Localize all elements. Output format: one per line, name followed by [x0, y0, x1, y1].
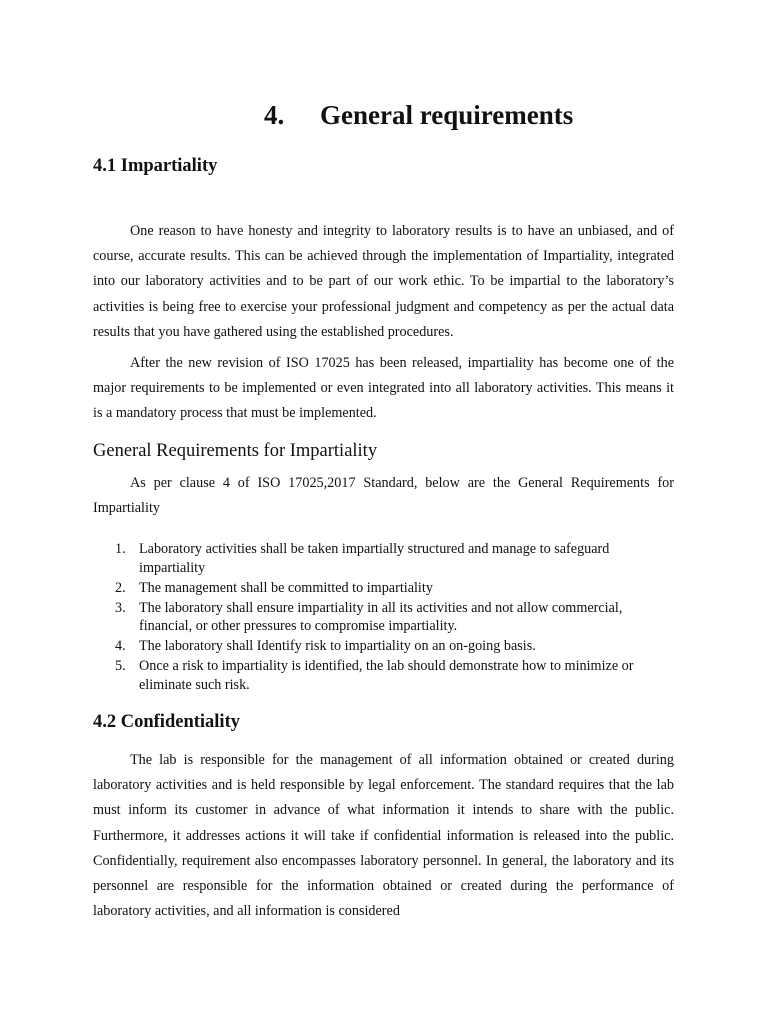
- section-heading-impartiality: 4.1 Impartiality: [93, 156, 218, 176]
- list-item: [93, 657, 674, 694]
- chapter-heading: [264, 100, 573, 131]
- requirements-list: [93, 540, 674, 696]
- list-item-number: 3.: [115, 599, 126, 616]
- section-heading-confidentiality: 4.2 Confidentiality: [93, 712, 240, 732]
- chapter-number: 4.: [264, 100, 285, 130]
- list-item-text: The management shall be committed to impartiality: [139, 579, 433, 596]
- list-item: [93, 540, 674, 577]
- list-item: [93, 637, 674, 656]
- paragraph-impartiality-1: One reason to have honesty and integrity to laboratory results is to have an unbiased, and of course, accurate results. This can be achieved through the implementation of Impartiality, integrated into our laboratory activities and to be part of our work ethic. To be impartial to the laboratory’s activities is being free to exercise your professional judgment and competency as per the actual data results that you have gathered using the established procedures.: [93, 223, 674, 340]
- list-item-number: 2.: [115, 579, 126, 596]
- list-item: [93, 579, 674, 598]
- list-item-text: The laboratory shall ensure impartiality in all its activities and not allow commercial, financial, or other pressures to compromise impartiality.: [139, 599, 623, 634]
- list-item: [93, 599, 674, 636]
- list-item-text: The laboratory shall Identify risk to impartiality on an on-going basis.: [139, 638, 536, 654]
- list-item-text: Laboratory activities shall be taken impartially structured and manage to safeguard impartiality: [139, 541, 610, 576]
- list-item-text: Once a risk to impartiality is identified, the lab should demonstrate how to minimize or eliminate such risk.: [139, 658, 634, 693]
- list-item-number: 5.: [115, 658, 126, 674]
- paragraph-general-requirements-intro: As per clause 4 of ISO 17025,2017 Standard, below are the General Requirements for Impartiality: [93, 475, 674, 517]
- list-item-number: 1.: [115, 541, 126, 557]
- paragraph-impartiality-2: After the new revision of ISO 17025 has been released, impartiality has become one of the major requirements to be implemented or even integrated into all laboratory activities. This means it is a mandatory process that must be implemented.: [93, 355, 674, 422]
- paragraph-confidentiality-1: The lab is responsible for the management of all information obtained or created during laboratory activities and is held responsible by legal enforcement. The standard requires that the lab must inform its customer in advance of what information it intends to share with the public. Furthermore, it addresses actions it will take if confidential information is released into the public. Confidentially, requirement also encompasses laboratory personnel. In general, the laboratory and its personnel are responsible for the information obtained or created during the performance of laboratory activities, and all information is considered: [93, 752, 674, 920]
- list-item-number: 4.: [115, 638, 126, 654]
- chapter-title: General requirements: [320, 100, 574, 130]
- sub-heading-general-requirements: General Requirements for Impartiality: [93, 441, 378, 461]
